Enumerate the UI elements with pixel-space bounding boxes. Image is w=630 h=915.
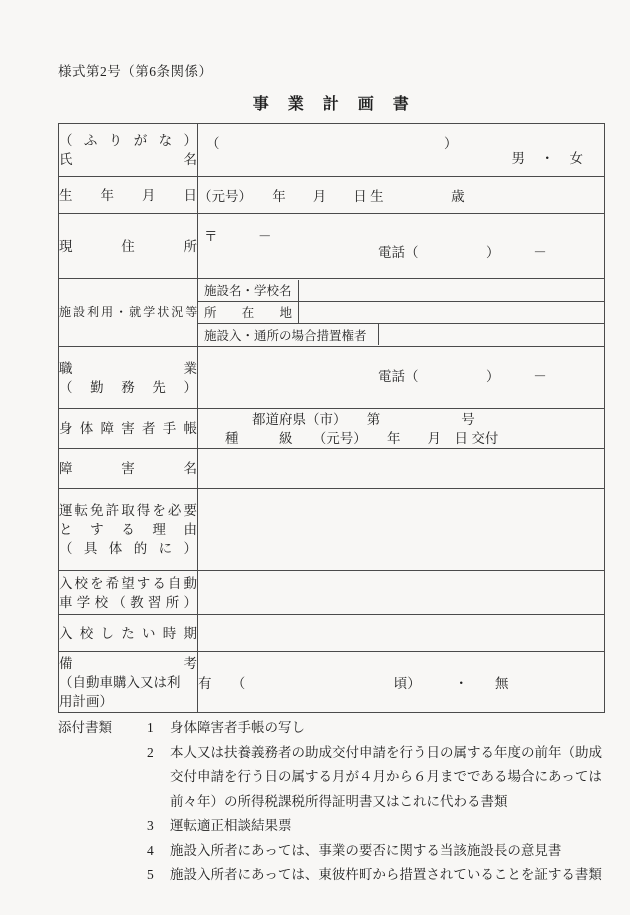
postal-code-line: 〒 －	[204, 229, 272, 244]
license-reason-field	[198, 489, 605, 571]
name-label-line: 氏名	[59, 152, 197, 167]
facility-name-label: 施設名・学校名	[198, 280, 299, 301]
facility-status-row	[59, 279, 605, 347]
facility-name-subrow	[198, 280, 604, 302]
enrollment-time-row	[59, 615, 605, 652]
enrollment-time-field	[198, 615, 605, 652]
attachment-text: 身体障害者手帳の写し	[170, 720, 305, 735]
facility-location-field	[299, 302, 604, 323]
furigana-label-line: （ふりがな）	[59, 133, 197, 148]
birthdate-label: 生年月日	[59, 177, 198, 214]
name-label	[59, 124, 198, 177]
address-phone-line: 電話（ ） －	[378, 245, 547, 260]
handbook-field	[198, 409, 605, 449]
license-reason-label: 運転免許取得を必要 とする理由 （具体的に）	[59, 489, 198, 571]
disability-row	[59, 449, 605, 489]
license-reason-row	[59, 489, 605, 571]
birthdate-row	[59, 177, 605, 214]
facility-location-subrow	[198, 302, 604, 324]
furigana-paren-close: ）	[444, 136, 458, 151]
attachment-text: 本人又は扶養義務者の助成交付申請を行う日の属する年度の前年（助成交付申請を行う日の属する月が４月から６月までである場合にあっては前々年）の所得税課税所得証明書又はこれに代わる書類	[170, 744, 602, 809]
attachment-number: 2	[147, 744, 154, 760]
driving-school-row	[59, 571, 605, 615]
page-title: 事 業 計 画 書	[252, 96, 411, 113]
facility-status-label: 施設利用・就学状況等	[59, 279, 198, 347]
remarks-field: 有 （ 頃） ・ 無	[198, 652, 605, 713]
facility-location-label: 所在地	[198, 302, 299, 323]
attachment-text: 施設入所者にあっては、事業の要否に関する当該施設長の意見書	[170, 842, 562, 858]
remarks-row	[59, 652, 605, 713]
address-row	[59, 214, 605, 279]
disability-label: 障害名	[59, 449, 198, 489]
address-field	[198, 214, 605, 279]
enrollment-time-label: 入校したい時期	[59, 615, 198, 652]
occupation-label: 職業 （勤務先）	[59, 347, 198, 409]
remarks-label: 備考 （自動車購入又は利 用計画）	[59, 652, 198, 713]
attachment-number: 5	[147, 867, 154, 882]
name-field	[198, 124, 605, 177]
attachment-item	[147, 716, 605, 741]
handbook-row	[59, 409, 605, 449]
attachment-item	[147, 863, 605, 888]
attachment-text: 運転適正相談結果票	[170, 818, 292, 833]
attachments-section	[58, 716, 605, 888]
attachment-item	[147, 814, 605, 839]
form-number: 様式第2号（第6条関係）	[58, 64, 213, 79]
occupation-row	[59, 347, 605, 409]
handbook-number-line: 都道府県（市） 第 号	[198, 411, 475, 427]
driving-school-field	[198, 571, 605, 615]
attachment-text: 施設入所者にあっては、東彼杵町から措置されていることを証する書類	[170, 867, 602, 882]
attachment-number: 3	[147, 818, 154, 833]
disability-field	[198, 449, 605, 489]
attachment-item	[147, 741, 605, 815]
handbook-label: 身体障害者手帳	[59, 409, 198, 449]
placement-authority-subrow	[198, 324, 604, 345]
driving-school-label: 入校を希望する自動 車学校（教習所）	[59, 571, 198, 615]
attachment-number: 1	[147, 720, 154, 735]
furigana-paren-open: （	[206, 136, 220, 151]
attachments-list	[147, 716, 605, 888]
occupation-field	[198, 347, 605, 409]
attachment-number: 4	[147, 842, 154, 858]
birthdate-field: （元号） 年 月 日 生 歳	[198, 177, 605, 214]
gender-options: 男 ・ 女	[511, 151, 584, 166]
facility-status-fields	[198, 279, 605, 347]
address-label: 現住所	[59, 214, 198, 279]
attachments-label: 添付書類	[58, 720, 112, 735]
placement-authority-label: 施設入・通所の場合措置権者	[198, 324, 379, 345]
occupation-phone-line: 電話（ ） －	[378, 368, 547, 384]
facility-name-field	[299, 280, 604, 301]
application-form-table	[58, 123, 605, 713]
attachment-item	[147, 839, 605, 864]
name-row	[59, 124, 605, 177]
handbook-grade-line: 種 級 （元号） 年 月 日 交付	[198, 430, 499, 446]
placement-authority-field	[379, 324, 604, 345]
